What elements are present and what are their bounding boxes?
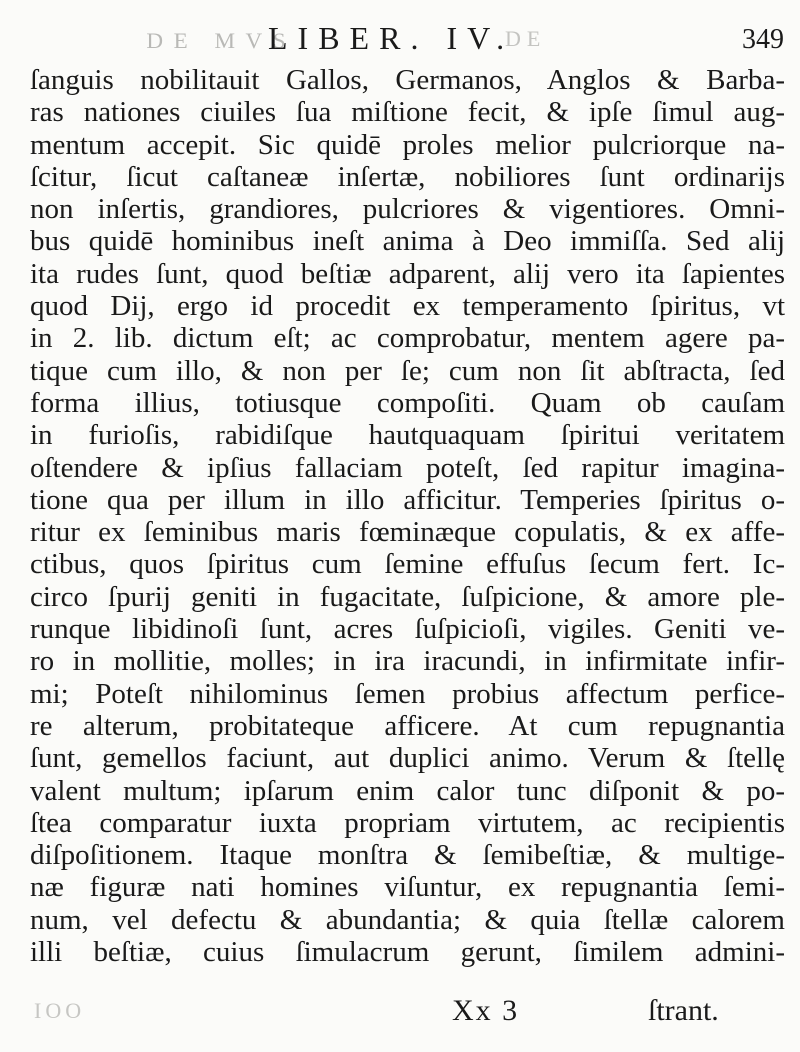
show-through-text-left: DE MVS bbox=[146, 28, 297, 53]
text-line: in 2. lib. dictum eſt; ac comprobatur, mentem agere pa- bbox=[30, 322, 785, 355]
catchword: ſtrant. bbox=[648, 994, 719, 1027]
text-line: ſtea comparatur iuxta propriam virtutem, ac recipientis bbox=[30, 806, 785, 839]
text-line: ro in mollitie, molles; in ira iracundi, in infirmitate infir- bbox=[30, 645, 785, 678]
text-line: quod Dij, ergo id procedit ex temperamento ſpiritus, vt bbox=[30, 290, 785, 323]
text-line: num, vel defectu & abundantia; & quia ſtellæ calorem bbox=[30, 903, 785, 936]
text-line: circo ſpurij geniti in fugacitate, ſuſpicione, & amore ple- bbox=[30, 580, 785, 613]
text-line: ritur ex ſeminibus maris fœminæque copulatis, & ex affe- bbox=[30, 516, 785, 549]
signature-mark: Xx 3 bbox=[452, 994, 520, 1027]
page-number: 349 bbox=[742, 24, 784, 55]
show-through-text-bottom: IOO bbox=[34, 998, 86, 1023]
text-line: ſanguis nobilitauit Gallos, Germanos, Anglos & Barba- bbox=[30, 64, 785, 96]
text-line: re alterum, probitateque afficere. At cum repugnantia bbox=[30, 709, 785, 742]
running-head: LIBER. IV. bbox=[268, 20, 515, 56]
text-line: ſcitur, ſicut caſtaneæ inſertæ, nobiliores ſunt ordinarijs bbox=[30, 160, 785, 193]
text-line: mentum accepit. Sic quidē proles melior pulcriorque na- bbox=[30, 128, 785, 161]
text-line: mi; Poteſt nihilominus ſemen probius affectum perfice- bbox=[30, 677, 785, 710]
show-through-text-right: DE bbox=[505, 26, 547, 51]
text-line: oſtendere & ipſius fallaciam poteſt, ſed rapitur imagina- bbox=[30, 451, 785, 484]
text-line: næ figuræ nati homines viſuntur, ex repugnantia ſemi- bbox=[30, 871, 785, 904]
text-line: ſunt, gemellos faciunt, aut duplici animo. Verum & ſtellę bbox=[30, 742, 785, 775]
text-line: ctibus, quos ſpiritus cum ſemine effuſus ſecum fert. Ic- bbox=[30, 548, 785, 581]
text-line: runque libidinoſi ſunt, acres ſuſpicioſi, vigiles. Geniti ve- bbox=[30, 613, 785, 646]
text-line: tique cum illo, & non per ſe; cum non ſit abſtracta, ſed bbox=[30, 354, 785, 387]
text-line: non inſertis, grandiores, pulcriores & vigentiores. Omni- bbox=[30, 193, 785, 226]
text-line: in furioſis, rabidiſque hautquaquam ſpiritui veritatem bbox=[30, 419, 785, 452]
text-line: ita rudes ſunt, quod beſtiæ adparent, alij vero ita ſapientes bbox=[30, 257, 785, 290]
text-line: ras nationes ciuiles ſua miſtione fecit, & ipſe ſimul aug- bbox=[30, 96, 785, 129]
text-line: bus quidē hominibus ineſt anima à Deo immiſſa. Sed alij bbox=[30, 225, 785, 258]
text-line: valent multum; ipſarum enim calor tunc diſponit & po- bbox=[30, 774, 785, 807]
text-line: diſpoſitionem. Itaque monſtra & ſemibeſtiæ, & multige- bbox=[30, 839, 785, 872]
text-line: forma illius, totiusque compoſiti. Quam ob cauſam bbox=[30, 386, 785, 419]
body-text bbox=[30, 64, 785, 968]
text-line: illi beſtiæ, cuius ſimulacrum gerunt, ſimilem admini- bbox=[30, 936, 785, 969]
text-line: tione qua per illum in illo afficitur. Temperies ſpiritus o- bbox=[30, 483, 785, 516]
